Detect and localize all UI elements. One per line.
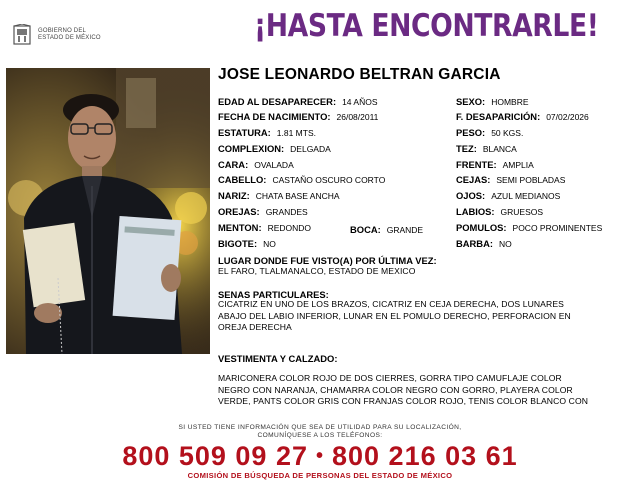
footer-note-line-1: SI USTED TIENE INFORMACIÓN QUE SEA DE UTILIDAD PARA SU LOCALIZACIÓN,: [178, 424, 462, 431]
phone-number-1[interactable]: 800 509 09 27: [122, 441, 308, 471]
field-label: EDAD AL DESAPARECER:: [218, 96, 337, 107]
field-value: HOMBRE: [491, 97, 529, 107]
field-label: BARBA:: [456, 238, 493, 249]
field-value: REDONDO: [267, 223, 312, 233]
field-menton: [218, 222, 311, 234]
field-value: DELGADA: [290, 144, 331, 154]
field-sexo: [456, 96, 529, 108]
missing-person-photo: [6, 68, 210, 354]
footer-note-line-2: COMUNÍQUESE A LOS TELÉFONOS:: [257, 432, 383, 439]
field-edad: [218, 96, 378, 108]
field-tez: [456, 143, 517, 155]
field-value: SEMI POBLADAS: [496, 175, 566, 185]
field-label: MENTON:: [218, 222, 262, 233]
field-value: BLANCA: [482, 144, 517, 154]
field-label: FECHA DE NACIMIENTO:: [218, 111, 331, 122]
field-cejas: [456, 174, 565, 186]
field-label: SEXO:: [456, 96, 486, 107]
field-value: GRANDE: [386, 225, 424, 235]
field-value: AMPLIA: [502, 160, 534, 170]
phone-numbers: [0, 441, 640, 472]
field-value: 07/02/2026: [546, 112, 589, 122]
field-pomulos: [456, 222, 602, 234]
field-label: OREJAS:: [218, 206, 260, 217]
field-label: LABIOS:: [456, 206, 495, 217]
field-nariz: [218, 190, 340, 202]
headline: ¡HASTA ENCONTRARLE!: [254, 8, 599, 44]
features-text: [218, 299, 571, 334]
clothing-line: NEGRO CON NARANJA, CHAMARRA COLOR NEGRO CON GORRO, PLAYERA COLOR: [218, 384, 573, 395]
field-label: TEZ:: [456, 143, 477, 154]
field-frente: [456, 159, 534, 171]
field-value: NO: [498, 239, 512, 249]
field-orejas: [218, 206, 308, 218]
field-value: 14 AÑOS: [342, 97, 378, 107]
field-label: PESO:: [456, 127, 486, 138]
field-cara: [218, 159, 294, 171]
field-cabello: [218, 174, 385, 186]
field-label: CARA:: [218, 159, 249, 170]
last-seen-label: LUGAR DONDE FUE VISTO(A) POR ÚLTIMA VEZ:: [218, 255, 437, 266]
field-value: GRANDES: [265, 207, 308, 217]
features-line: OREJA DERECHA: [218, 322, 292, 332]
features-line: CICATRIZ EN UNO DE LOS BRAZOS, CICATRIZ EN CEJA DERECHA, DOS LUNARES: [218, 299, 564, 309]
last-seen-text: EL FARO, TLALMANALCO, ESTADO DE MEXICO: [218, 266, 416, 276]
field-value: 26/08/2011: [336, 112, 379, 122]
field-complexion: [218, 143, 331, 155]
features-line: ABAJO DEL LABIO INFERIOR, LUNAR EN EL POMULO DERECHO, PERFORACION EN: [218, 310, 571, 321]
field-value: POCO PROMINENTES: [512, 223, 603, 233]
field-value: CHATA BASE ANCHA: [255, 191, 340, 201]
field-value: 1.81 MTS.: [276, 128, 316, 138]
last-seen-value: [218, 266, 416, 278]
field-label: CEJAS:: [456, 174, 491, 185]
field-fecha-desaparicion: [456, 111, 589, 123]
clothing-text: [218, 373, 588, 408]
field-value: OVALADA: [254, 160, 294, 170]
clothing-line: VERDE, PANTS COLOR GRIS CON FRANJAS COLOR ROJO, TENIS COLOR BLANCO CON: [218, 396, 589, 406]
field-boca: [350, 224, 423, 236]
field-label: CABELLO:: [218, 174, 267, 185]
field-label: BIGOTE:: [218, 238, 258, 249]
field-label: COMPLEXION:: [218, 143, 285, 154]
field-peso: [456, 127, 523, 139]
field-ojos: [456, 190, 560, 202]
commission-name: COMISIÓN DE BÚSQUEDA DE PERSONAS DEL ESTADO DE MÉXICO: [187, 471, 453, 480]
field-labios: [456, 206, 543, 218]
field-value: 50 KGS.: [491, 128, 524, 138]
field-label: BOCA:: [350, 224, 381, 235]
features-label: SENAS PARTICULARES:: [218, 289, 329, 300]
field-value: GRUESOS: [500, 207, 544, 217]
field-label: F. DESAPARICIÓN:: [456, 111, 541, 122]
state-seal-icon: [12, 24, 32, 46]
field-value: NO: [263, 239, 276, 249]
person-name: JOSE LEONARDO BELTRAN GARCIA: [218, 66, 501, 83]
field-fecha-nacimiento: [218, 111, 378, 123]
phone-number-2[interactable]: 800 216 03 61: [332, 441, 518, 471]
field-bigote: [218, 238, 276, 250]
clothing-line: MARICONERA COLOR ROJO DE DOS CIERRES, GORRA TIPO CAMUFLAJE COLOR: [218, 373, 562, 383]
state-government-logo: [12, 22, 122, 48]
logo-line-2: ESTADO DE MÉXICO: [38, 35, 101, 41]
field-label: FRENTE:: [456, 159, 497, 170]
field-label: POMULOS:: [456, 222, 507, 233]
field-barba: [456, 238, 512, 250]
phone-separator: •: [315, 445, 324, 467]
field-value: CASTAÑO OSCURO CORTO: [272, 175, 386, 185]
field-label: OJOS:: [456, 190, 486, 201]
field-label: NARIZ:: [218, 190, 250, 201]
clothing-label: VESTIMENTA Y CALZADO:: [218, 353, 338, 364]
field-estatura: [218, 127, 316, 139]
field-label: ESTATURA:: [218, 127, 271, 138]
footer-note: [120, 424, 520, 440]
logo-line-1: GOBIERNO DEL: [38, 28, 87, 34]
field-value: AZUL MEDIANOS: [491, 191, 561, 201]
